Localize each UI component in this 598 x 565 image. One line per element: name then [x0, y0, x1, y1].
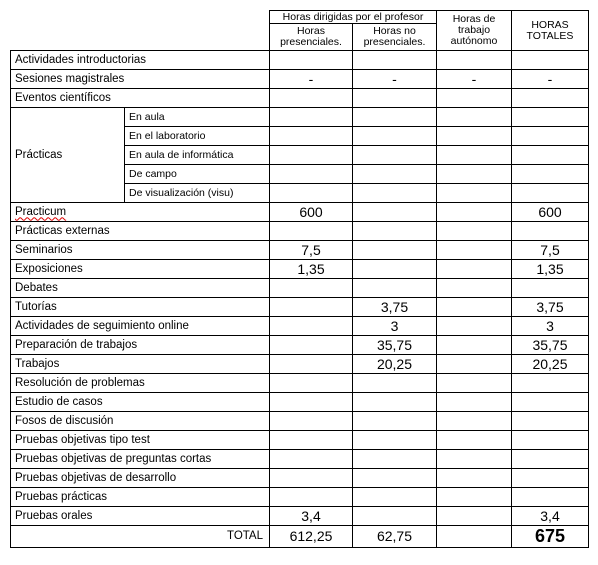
value-totales [512, 146, 589, 165]
value-presenciales [270, 108, 353, 127]
activity-label: Prácticas externas [11, 222, 270, 241]
table-row [11, 89, 589, 108]
value-totales: 1,35 [512, 260, 589, 279]
activity-label: Sesiones magistrales [11, 70, 270, 89]
activity-label: Preparación de trabajos [11, 336, 270, 355]
header-autonomo: Horas de trabajo autónomo [437, 11, 512, 51]
value-no-presenciales [353, 412, 437, 431]
total-label: TOTAL [11, 526, 270, 548]
empty-corner-cell [11, 11, 270, 51]
value-autonomo [437, 355, 512, 374]
value-presenciales: 3,4 [270, 507, 353, 526]
value-totales [512, 89, 589, 108]
value-autonomo: - [437, 70, 512, 89]
value-totales: 7,5 [512, 241, 589, 260]
value-autonomo [437, 184, 512, 203]
value-no-presenciales [353, 127, 437, 146]
table-row [11, 70, 589, 89]
value-autonomo [437, 412, 512, 431]
table-row [11, 374, 589, 393]
value-presenciales [270, 279, 353, 298]
activity-label: Pruebas objetivas de preguntas cortas [11, 450, 270, 469]
value-totales: 3 [512, 317, 589, 336]
activity-label: Resolución de problemas [11, 374, 270, 393]
value-autonomo [437, 146, 512, 165]
practicas-sub-label: En aula [125, 108, 270, 127]
table-row [11, 279, 589, 298]
total-no-presenciales: 62,75 [353, 526, 437, 548]
value-presenciales: 7,5 [270, 241, 353, 260]
header-no-presenciales: Horas no presenciales. [353, 24, 437, 51]
value-autonomo [437, 51, 512, 70]
value-totales [512, 165, 589, 184]
value-totales: 20,25 [512, 355, 589, 374]
value-totales: 3,4 [512, 507, 589, 526]
value-no-presenciales [353, 507, 437, 526]
value-no-presenciales: 35,75 [353, 336, 437, 355]
table-row [11, 355, 589, 374]
value-totales [512, 488, 589, 507]
practicas-label: Prácticas [11, 108, 125, 203]
value-autonomo [437, 165, 512, 184]
practicas-sub-label: En el laboratorio [125, 127, 270, 146]
value-totales [512, 469, 589, 488]
activity-label: Trabajos [11, 355, 270, 374]
value-autonomo [437, 127, 512, 146]
table-row [11, 431, 589, 450]
value-autonomo [437, 507, 512, 526]
activity-label: Pruebas orales [11, 507, 270, 526]
value-presenciales: 1,35 [270, 260, 353, 279]
value-autonomo [437, 336, 512, 355]
value-no-presenciales [353, 431, 437, 450]
table-row [11, 336, 589, 355]
table-row [11, 222, 589, 241]
value-presenciales [270, 89, 353, 108]
activity-label: Fosos de discusión [11, 412, 270, 431]
value-presenciales [270, 412, 353, 431]
value-totales [512, 222, 589, 241]
value-totales: 35,75 [512, 336, 589, 355]
practicas-sub-label: De visualización (visu) [125, 184, 270, 203]
value-presenciales [270, 336, 353, 355]
value-totales [512, 393, 589, 412]
value-totales [512, 51, 589, 70]
value-autonomo [437, 222, 512, 241]
value-presenciales [270, 222, 353, 241]
value-no-presenciales: 3,75 [353, 298, 437, 317]
value-totales [512, 108, 589, 127]
table-row [11, 469, 589, 488]
value-presenciales [270, 393, 353, 412]
value-no-presenciales [353, 184, 437, 203]
value-no-presenciales [353, 222, 437, 241]
value-autonomo [437, 241, 512, 260]
table-row [11, 51, 589, 70]
total-grand: 675 [512, 526, 589, 548]
value-presenciales [270, 127, 353, 146]
activity-label: Seminarios [11, 241, 270, 260]
value-no-presenciales [353, 374, 437, 393]
value-no-presenciales [353, 260, 437, 279]
value-presenciales [270, 469, 353, 488]
table-row [11, 412, 589, 431]
value-no-presenciales [353, 488, 437, 507]
value-totales [512, 127, 589, 146]
value-presenciales [270, 450, 353, 469]
value-totales [512, 184, 589, 203]
value-presenciales [270, 374, 353, 393]
value-autonomo [437, 203, 512, 222]
value-totales [512, 431, 589, 450]
value-autonomo [437, 317, 512, 336]
total-row [11, 526, 589, 548]
activity-label: Practicum [11, 203, 270, 222]
value-no-presenciales [353, 89, 437, 108]
value-presenciales: 600 [270, 203, 353, 222]
value-no-presenciales [353, 203, 437, 222]
table-row [11, 203, 589, 222]
table-row [11, 298, 589, 317]
activity-label: Pruebas objetivas de desarrollo [11, 469, 270, 488]
activity-label: Pruebas objetivas tipo test [11, 431, 270, 450]
value-presenciales [270, 355, 353, 374]
value-no-presenciales [353, 146, 437, 165]
value-autonomo [437, 469, 512, 488]
total-presenciales: 612,25 [270, 526, 353, 548]
value-totales: 3,75 [512, 298, 589, 317]
value-presenciales [270, 146, 353, 165]
value-autonomo [437, 393, 512, 412]
activity-label: Debates [11, 279, 270, 298]
table-row [11, 450, 589, 469]
value-autonomo [437, 108, 512, 127]
table-row [11, 260, 589, 279]
value-presenciales [270, 317, 353, 336]
value-no-presenciales [353, 279, 437, 298]
activity-label: Exposiciones [11, 260, 270, 279]
table-row [11, 108, 589, 127]
value-totales [512, 279, 589, 298]
value-autonomo [437, 488, 512, 507]
activity-label: Actividades introductorias [11, 51, 270, 70]
activity-label: Eventos científicos [11, 89, 270, 108]
activity-label: Pruebas prácticas [11, 488, 270, 507]
value-presenciales [270, 184, 353, 203]
value-totales [512, 412, 589, 431]
value-presenciales [270, 488, 353, 507]
table-row [11, 241, 589, 260]
value-presenciales: - [270, 70, 353, 89]
value-autonomo [437, 298, 512, 317]
value-no-presenciales [353, 165, 437, 184]
value-no-presenciales: 20,25 [353, 355, 437, 374]
value-no-presenciales [353, 51, 437, 70]
value-no-presenciales: 3 [353, 317, 437, 336]
value-autonomo [437, 450, 512, 469]
table-row [11, 393, 589, 412]
value-totales [512, 374, 589, 393]
activity-label: Tutorías [11, 298, 270, 317]
hours-table [10, 10, 589, 548]
practicas-sub-label: De campo [125, 165, 270, 184]
activity-label: Actividades de seguimiento online [11, 317, 270, 336]
header-totales: HORAS TOTALES [512, 11, 589, 51]
value-presenciales [270, 165, 353, 184]
table-row [11, 317, 589, 336]
value-presenciales [270, 298, 353, 317]
header-group-profesor: Horas dirigidas por el profesor [270, 11, 437, 24]
activity-label: Estudio de casos [11, 393, 270, 412]
value-totales: - [512, 70, 589, 89]
practicas-sub-label: En aula de informática [125, 146, 270, 165]
value-presenciales [270, 51, 353, 70]
table-row [11, 507, 589, 526]
value-totales: 600 [512, 203, 589, 222]
total-autonomo [437, 526, 512, 548]
value-no-presenciales: - [353, 70, 437, 89]
value-autonomo [437, 279, 512, 298]
value-presenciales [270, 431, 353, 450]
value-autonomo [437, 374, 512, 393]
value-no-presenciales [353, 450, 437, 469]
value-no-presenciales [353, 393, 437, 412]
value-totales [512, 450, 589, 469]
header-row-top [11, 11, 589, 24]
value-autonomo [437, 431, 512, 450]
value-no-presenciales [353, 241, 437, 260]
value-no-presenciales [353, 108, 437, 127]
header-presenciales: Horas presenciales. [270, 24, 353, 51]
table-row [11, 488, 589, 507]
value-autonomo [437, 89, 512, 108]
value-no-presenciales [353, 469, 437, 488]
value-autonomo [437, 260, 512, 279]
